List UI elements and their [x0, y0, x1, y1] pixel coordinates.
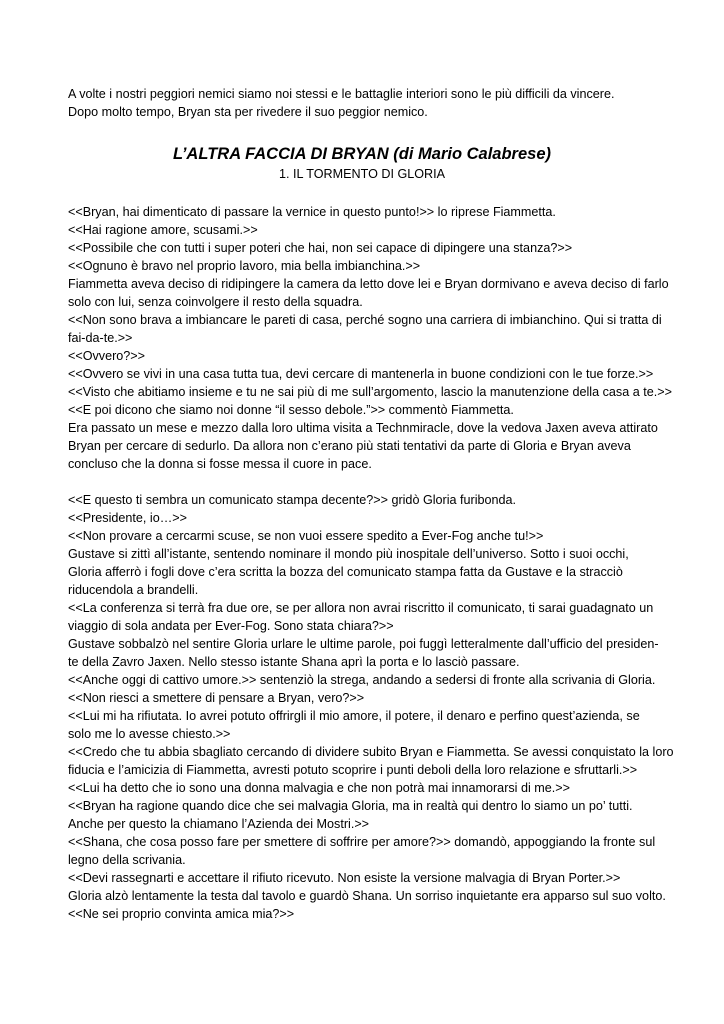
text-line: <<Bryan, hai dimenticato di passare la vernice in questo punto!>> lo riprese Fiammetta.	[68, 205, 556, 219]
text-line: Gustave si zittì all’istante, sentendo nominare il mondo più inospitale dell’universo. Sotto i suoi occhi,	[68, 547, 629, 561]
text-line: <<Visto che abitiamo insieme e tu ne sai più di me sull’argomento, lascio la manutenzione della casa a te.>>	[68, 385, 672, 399]
text-line: <<Shana, che cosa posso fare per smettere di soffrire per amore?>> domandò, appoggiando la fronte sul	[68, 835, 656, 849]
text-line: <<Non riesci a smettere di pensare a Bryan, vero?>>	[68, 691, 365, 705]
text-line: <<Possibile che con tutti i super poteri che hai, non sei capace di dipingere una stanza?>>	[68, 241, 573, 255]
chapter-heading: 1. IL TORMENTO DI GLORIA	[278, 167, 446, 181]
text-line: concluso che la donna si fosse messa il cuore in pace.	[68, 457, 372, 471]
text-line: A volte i nostri peggiori nemici siamo noi stessi e le battaglie interiori sono le più difficili da vincere.	[68, 87, 615, 101]
story-title: L’ALTRA FACCIA DI BRYAN (di Mario Calabrese)	[172, 145, 551, 163]
text-line: te della Zavro Jaxen. Nello stesso istante Shana aprì la porta e lo lasciò passare.	[68, 655, 520, 669]
text-line: <<Hai ragione amore, scusami.>>	[68, 223, 258, 237]
text-line: <<E questo ti sembra un comunicato stampa decente?>> gridò Gloria furibonda.	[68, 493, 517, 507]
text-line: fiducia e l’amicizia di Fiammetta, avresti potuto scoprire i punti deboli della loro relazione e sfruttarli.>>	[68, 763, 638, 777]
text-line: <<Devi rassegnarti e accettare il rifiuto ricevuto. Non esiste la versione malvagia di Bryan Porter.>>	[68, 871, 621, 885]
text-line: <<Presidente, io…>>	[68, 511, 188, 525]
section-one	[68, 203, 672, 473]
text-line: solo me lo avesse chiesto.>>	[68, 727, 231, 741]
text-line: Anche per questo la chiamano l’Azienda dei Mostri.>>	[68, 817, 370, 831]
text-line: Fiammetta aveva deciso di ridipingere la camera da letto dove lei e Bryan dormivano e aveva deciso di farlo	[68, 277, 669, 291]
text-line: <<Bryan ha ragione quando dice che sei malvagia Gloria, ma in realtà qui dentro lo siamo un po’ tutti.	[68, 799, 633, 813]
text-line: riducendola a brandelli.	[68, 583, 199, 597]
intro-paragraph	[68, 85, 660, 121]
text-line: <<Credo che tu abbia sbagliato cercando di dividere subito Bryan e Fiammetta. Se avessi conquistato la loro	[68, 745, 674, 759]
paragraph-gap	[68, 473, 660, 491]
text-line: Gustave sobbalzò nel sentire Gloria urlare le ultime parole, poi fuggì letteralmente dall’ufficio del presiden-	[68, 637, 659, 651]
text-line: viaggio di sola andata per Ever-Fog. Sono stata chiara?>>	[68, 619, 394, 633]
text-line: <<Ovvero?>>	[68, 349, 146, 363]
text-line: fai-da-te.>>	[68, 331, 133, 345]
text-line: <<Ovvero se vivi in una casa tutta tua, devi cercare di mantenerla in buone condizioni con le tue forze.>>	[68, 367, 654, 381]
story-body	[68, 203, 674, 923]
text-line: <<Lui ha detto che io sono una donna malvagia e che non potrà mai innamorarsi di me.>>	[68, 781, 570, 795]
text-line: <<Non sono brava a imbiancare le pareti di casa, perché sogno una carriera di imbianchino. Qui si tratta di	[68, 313, 662, 327]
text-line: solo con lui, senza coinvolgere il resto della squadra.	[68, 295, 363, 309]
text-line: <<E poi dicono che siamo noi donne “il sesso debole.”>> commentò Fiammetta.	[68, 403, 514, 417]
text-line: <<Lui mi ha rifiutata. Io avrei potuto offrirgli il mio amore, il potere, il denaro e perfino quest’azienda, se	[68, 709, 640, 723]
text-line: Era passato un mese e mezzo dalla loro ultima visita a Technmiracle, dove la vedova Jaxen aveva attirato	[68, 421, 658, 435]
text-line: <<Ne sei proprio convinta amica mia?>>	[68, 907, 295, 921]
text-line: Dopo molto tempo, Bryan sta per rivedere il suo peggior nemico.	[68, 105, 428, 119]
text-line: Bryan per cercare di sedurlo. Da allora non c’erano più stati tentativi da parte di Gloria e Bryan aveva	[68, 439, 631, 453]
text-line: <<Ognuno è bravo nel proprio lavoro, mia bella imbianchina.>>	[68, 259, 421, 273]
text-line: Gloria afferrò i fogli dove c’era scritta la bozza del comunicato stampa fatta da Gustave e la stracciò	[68, 565, 623, 579]
text-line: legno della scrivania.	[68, 853, 186, 867]
text-line: <<Anche oggi di cattivo umore.>> sentenziò la strega, andando a sedersi di fronte alla scrivania di Gloria.	[68, 673, 656, 687]
text-line: <<Non provare a cercarmi scuse, se non vuoi essere spedito a Ever-Fog anche tu!>>	[68, 529, 544, 543]
text-line: <<La conferenza si terrà fra due ore, se per allora non avrai riscritto il comunicato, ti sarai guadagnato un	[68, 601, 654, 615]
text-line: Gloria alzò lentamente la testa dal tavolo e guardò Shana. Un sorriso inquietante era apparso sul suo volto.	[68, 889, 666, 903]
section-two	[68, 491, 674, 923]
